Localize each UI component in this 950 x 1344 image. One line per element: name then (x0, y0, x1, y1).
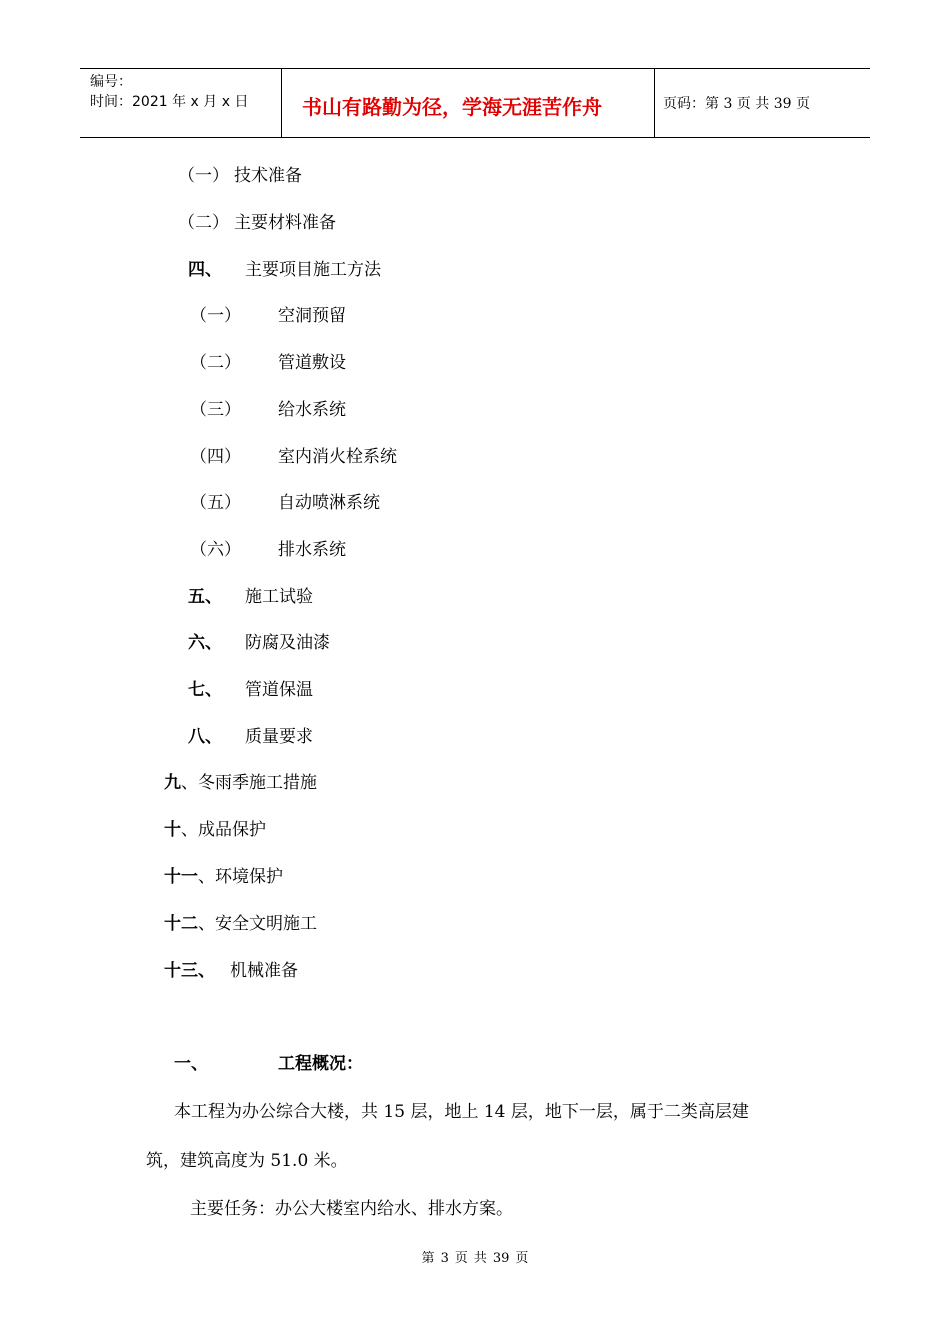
toc-text: 技术准备 (234, 166, 302, 186)
toc-item (190, 348, 346, 373)
time-label: 时间：2021 年 x 月 x 日 (90, 94, 249, 110)
footer-page-number: 3 (440, 1251, 449, 1266)
page-footer (0, 1247, 950, 1266)
motto-text: 书山有路勤为径，学海无涯苦作舟 (302, 95, 602, 119)
toc-num: 四、 (188, 260, 222, 280)
toc-item (188, 582, 313, 607)
toc-text: 、环境保护 (198, 867, 283, 887)
number-label: 编号： (90, 74, 132, 90)
toc-text: 排水系统 (278, 540, 346, 560)
section-title: 工程概况： (278, 1054, 363, 1074)
header-left-cell (80, 69, 282, 137)
paragraph-line: 本工程为办公综合大楼，共 15 层，地上 14 层，地下一层，属于二类高层建 (174, 1102, 749, 1122)
toc-num: 九 (164, 773, 181, 793)
toc-num: （六） (190, 540, 241, 560)
toc-text: 、安全文明施工 (198, 914, 317, 934)
toc-num: 八、 (188, 727, 222, 747)
footer-ye: 页 (454, 1251, 468, 1266)
toc-item (164, 768, 317, 793)
header-motto-cell (282, 69, 655, 137)
toc-num: 十一 (164, 867, 198, 887)
toc-item (190, 535, 346, 560)
toc-item (188, 675, 313, 700)
toc-text: 施工试验 (245, 587, 313, 607)
toc-item (190, 395, 346, 420)
footer-total-pages: 39 (492, 1251, 510, 1266)
toc-num: 六、 (188, 633, 222, 653)
toc-text: 主要材料准备 (234, 213, 336, 233)
toc-text: 空洞预留 (278, 306, 346, 326)
toc-num: （一） (190, 306, 241, 326)
toc-num: 十二 (164, 914, 198, 934)
toc-item (190, 442, 397, 467)
toc-num: （五） (190, 493, 241, 513)
section-num: 一、 (174, 1054, 208, 1074)
toc-item (164, 815, 266, 840)
toc-text: 防腐及油漆 (245, 633, 330, 653)
page-header (80, 68, 870, 138)
footer-di: 第 (421, 1251, 435, 1266)
toc-item (190, 488, 380, 513)
toc-text: 给水系统 (278, 400, 346, 420)
toc-num: （二） (190, 353, 241, 373)
toc-text: 主要项目施工方法 (245, 260, 381, 280)
toc-item (188, 628, 330, 653)
toc-text: 自动喷淋系统 (278, 493, 380, 513)
toc-item (164, 909, 317, 934)
toc-num: （二） (178, 213, 229, 233)
footer-gong: 共 (473, 1251, 487, 1266)
toc-num: 七、 (188, 680, 222, 700)
toc-item (164, 862, 283, 887)
toc-text: 、冬雨季施工措施 (181, 773, 317, 793)
toc-num: （一） (178, 166, 229, 186)
toc-item (178, 161, 302, 186)
header-page-cell (655, 69, 870, 137)
paragraph-task: 主要任务：办公大楼室内给水、排水方案。 (190, 1199, 513, 1219)
toc-num: 十三、 (164, 961, 215, 981)
toc-num: （四） (190, 447, 241, 467)
toc-text: 管道敷设 (278, 353, 346, 373)
toc-item (164, 956, 298, 981)
toc-text: 质量要求 (245, 727, 313, 747)
toc-num: 十 (164, 820, 181, 840)
toc-text: 机械准备 (230, 961, 298, 981)
toc-text: 、成品保护 (181, 820, 266, 840)
toc-text: 管道保温 (245, 680, 313, 700)
toc-num: 五、 (188, 587, 222, 607)
paragraph-line: 筑，建筑高度为 51.0 米。 (146, 1151, 348, 1171)
toc-item (188, 722, 313, 747)
toc-num: （三） (190, 400, 241, 420)
toc-item (178, 208, 336, 233)
toc-item (190, 301, 346, 326)
toc-item (188, 255, 381, 280)
section-heading (174, 1049, 363, 1074)
header-page-info: 页码：第 3 页 共 39 页 (663, 96, 810, 112)
toc-text: 室内消火栓系统 (278, 447, 397, 467)
footer-ye: 页 (515, 1251, 529, 1266)
